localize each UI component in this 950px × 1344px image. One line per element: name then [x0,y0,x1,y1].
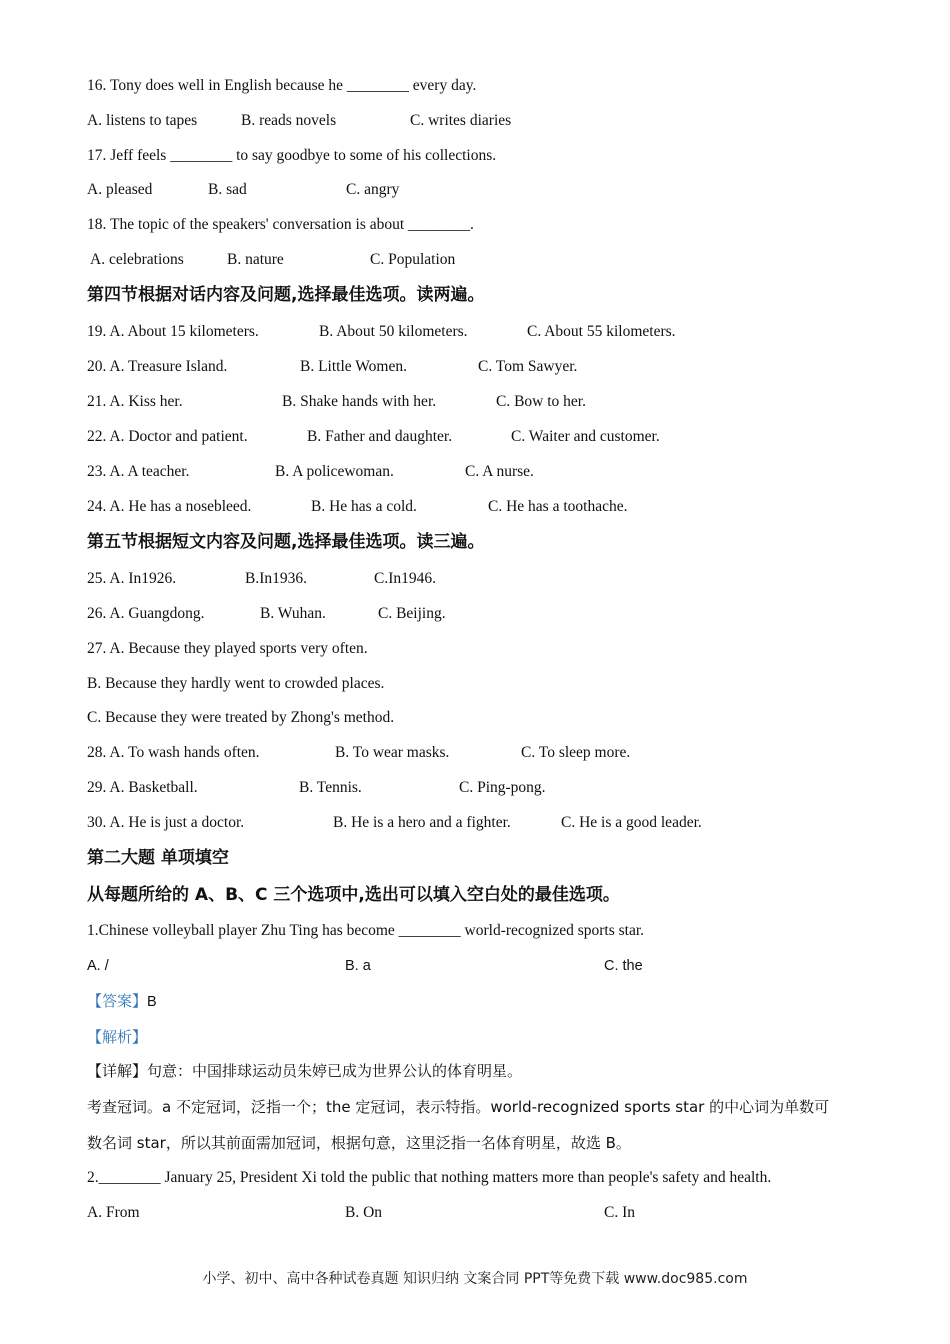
option-a: 28. A. To wash hands often. [87,744,260,761]
explanation-line-1: 考查冠词。a 不定冠词，泛指一个；the 定冠词，表示特指。world-recognized sports star 的中心词为单数可 [87,1098,830,1116]
detail-text: 句意：中国排球运动员朱婷已成为世界公认的体育明星。 [147,1062,523,1080]
option-b: B. Shake hands with her. [282,393,437,410]
option-b: B. reads novels [241,112,337,129]
option-a: A. From [87,1204,140,1221]
question-27-a: 27. A. Because they played sports very often. [87,640,368,657]
option-c: C. Population [370,251,456,268]
option-c: C. In [604,1204,635,1221]
question-17-stem: 17. Jeff feels ________ to say goodbye to some of his collections. [87,147,497,164]
part-2-instructions: 从每题所给的 A、B、C 三个选项中,选出可以填入空白处的最佳选项。 [87,885,620,905]
option-c: C. Waiter and customer. [511,428,660,445]
section-5-heading: 第五节根据短文内容及问题,选择最佳选项。读三遍。 [87,532,485,552]
answer-value: B [147,994,157,1010]
option-c: C. He has a toothache. [488,498,628,515]
option-b: B. A policewoman. [275,463,394,480]
question-27-b: B. Because they hardly went to crowded places. [87,675,385,692]
option-c: C. angry [346,181,400,198]
option-b: B. sad [208,181,247,198]
option-a: 22. A. Doctor and patient. [87,428,248,445]
question-18-stem: 18. The topic of the speakers' conversation is about ________. [87,216,474,233]
option-c: C. Tom Sawyer. [478,358,578,375]
option-b: B. About 50 kilometers. [319,323,468,340]
answer-tag: 【答案】 [87,992,148,1010]
page-footer: 小学、初中、高中各种试卷真题 知识归纳 文案合同 PPT等免费下载 www.doc985.com [202,1271,748,1287]
option-a: A. celebrations [90,251,184,268]
option-b: B. Father and daughter. [307,428,453,445]
option-b: B.In1936. [245,570,307,587]
option-a: 25. A. In1926. [87,570,177,587]
option-b: B. To wear masks. [335,744,450,761]
option-b: B. a [345,958,371,974]
explanation-line-2: 数名词 star，所以其前面需加冠词，根据句意，这里泛指一名体育明星，故选 B。 [87,1134,631,1152]
option-c: C. He is a good leader. [561,814,702,831]
option-a: 29. A. Basketball. [87,779,198,796]
option-c: C.In1946. [374,570,436,587]
part-2-question-1-stem: 1.Chinese volleyball player Zhu Ting has become ________ world-recognized sports star. [87,922,645,939]
option-a: 24. A. He has a nosebleed. [87,498,252,515]
option-a: A. / [87,958,109,974]
option-c: C. Beijing. [378,605,446,622]
question-16-stem: 16. Tony does well in English because he ________ every day. [87,77,477,94]
option-b: B. He is a hero and a fighter. [333,814,511,831]
option-a: 26. A. Guangdong. [87,605,205,622]
option-c: C. To sleep more. [521,744,631,761]
detail-line [87,1059,522,1083]
option-c: C. writes diaries [410,112,512,129]
option-c: C. About 55 kilometers. [527,323,676,340]
option-c: C. Bow to her. [496,393,586,410]
option-b: B. Wuhan. [260,605,326,622]
part-2-title: 第二大题 单项填空 [87,848,229,868]
option-a: 21. A. Kiss her. [87,393,183,410]
option-b: B. He has a cold. [311,498,417,515]
question-27-c: C. Because they were treated by Zhong's method. [87,709,395,726]
analysis-tag: 【解析】 [87,1028,148,1046]
option-b: B. Little Women. [300,358,407,375]
option-b: B. nature [227,251,284,268]
option-c: C. the [604,958,643,974]
section-4-heading: 第四节根据对话内容及问题,选择最佳选项。读两遍。 [87,285,485,305]
option-a: A. listens to tapes [87,112,198,129]
option-a: 23. A. A teacher. [87,463,190,480]
option-a: 30. A. He is just a doctor. [87,814,245,831]
answer-line [87,989,157,1013]
option-a: 20. A. Treasure Island. [87,358,228,375]
option-a: 19. A. About 15 kilometers. [87,323,259,340]
analysis-line [87,1025,147,1049]
option-b: B. Tennis. [299,779,362,796]
option-b: B. On [345,1204,383,1221]
option-a: A. pleased [87,181,153,198]
detail-tag: 【详解】 [87,1062,148,1080]
option-c: C. Ping-pong. [459,779,546,796]
part-2-question-2-stem: 2.________ January 25, President Xi told the public that nothing matters more than people's safety and health. [87,1169,772,1186]
option-c: C. A nurse. [465,463,534,480]
